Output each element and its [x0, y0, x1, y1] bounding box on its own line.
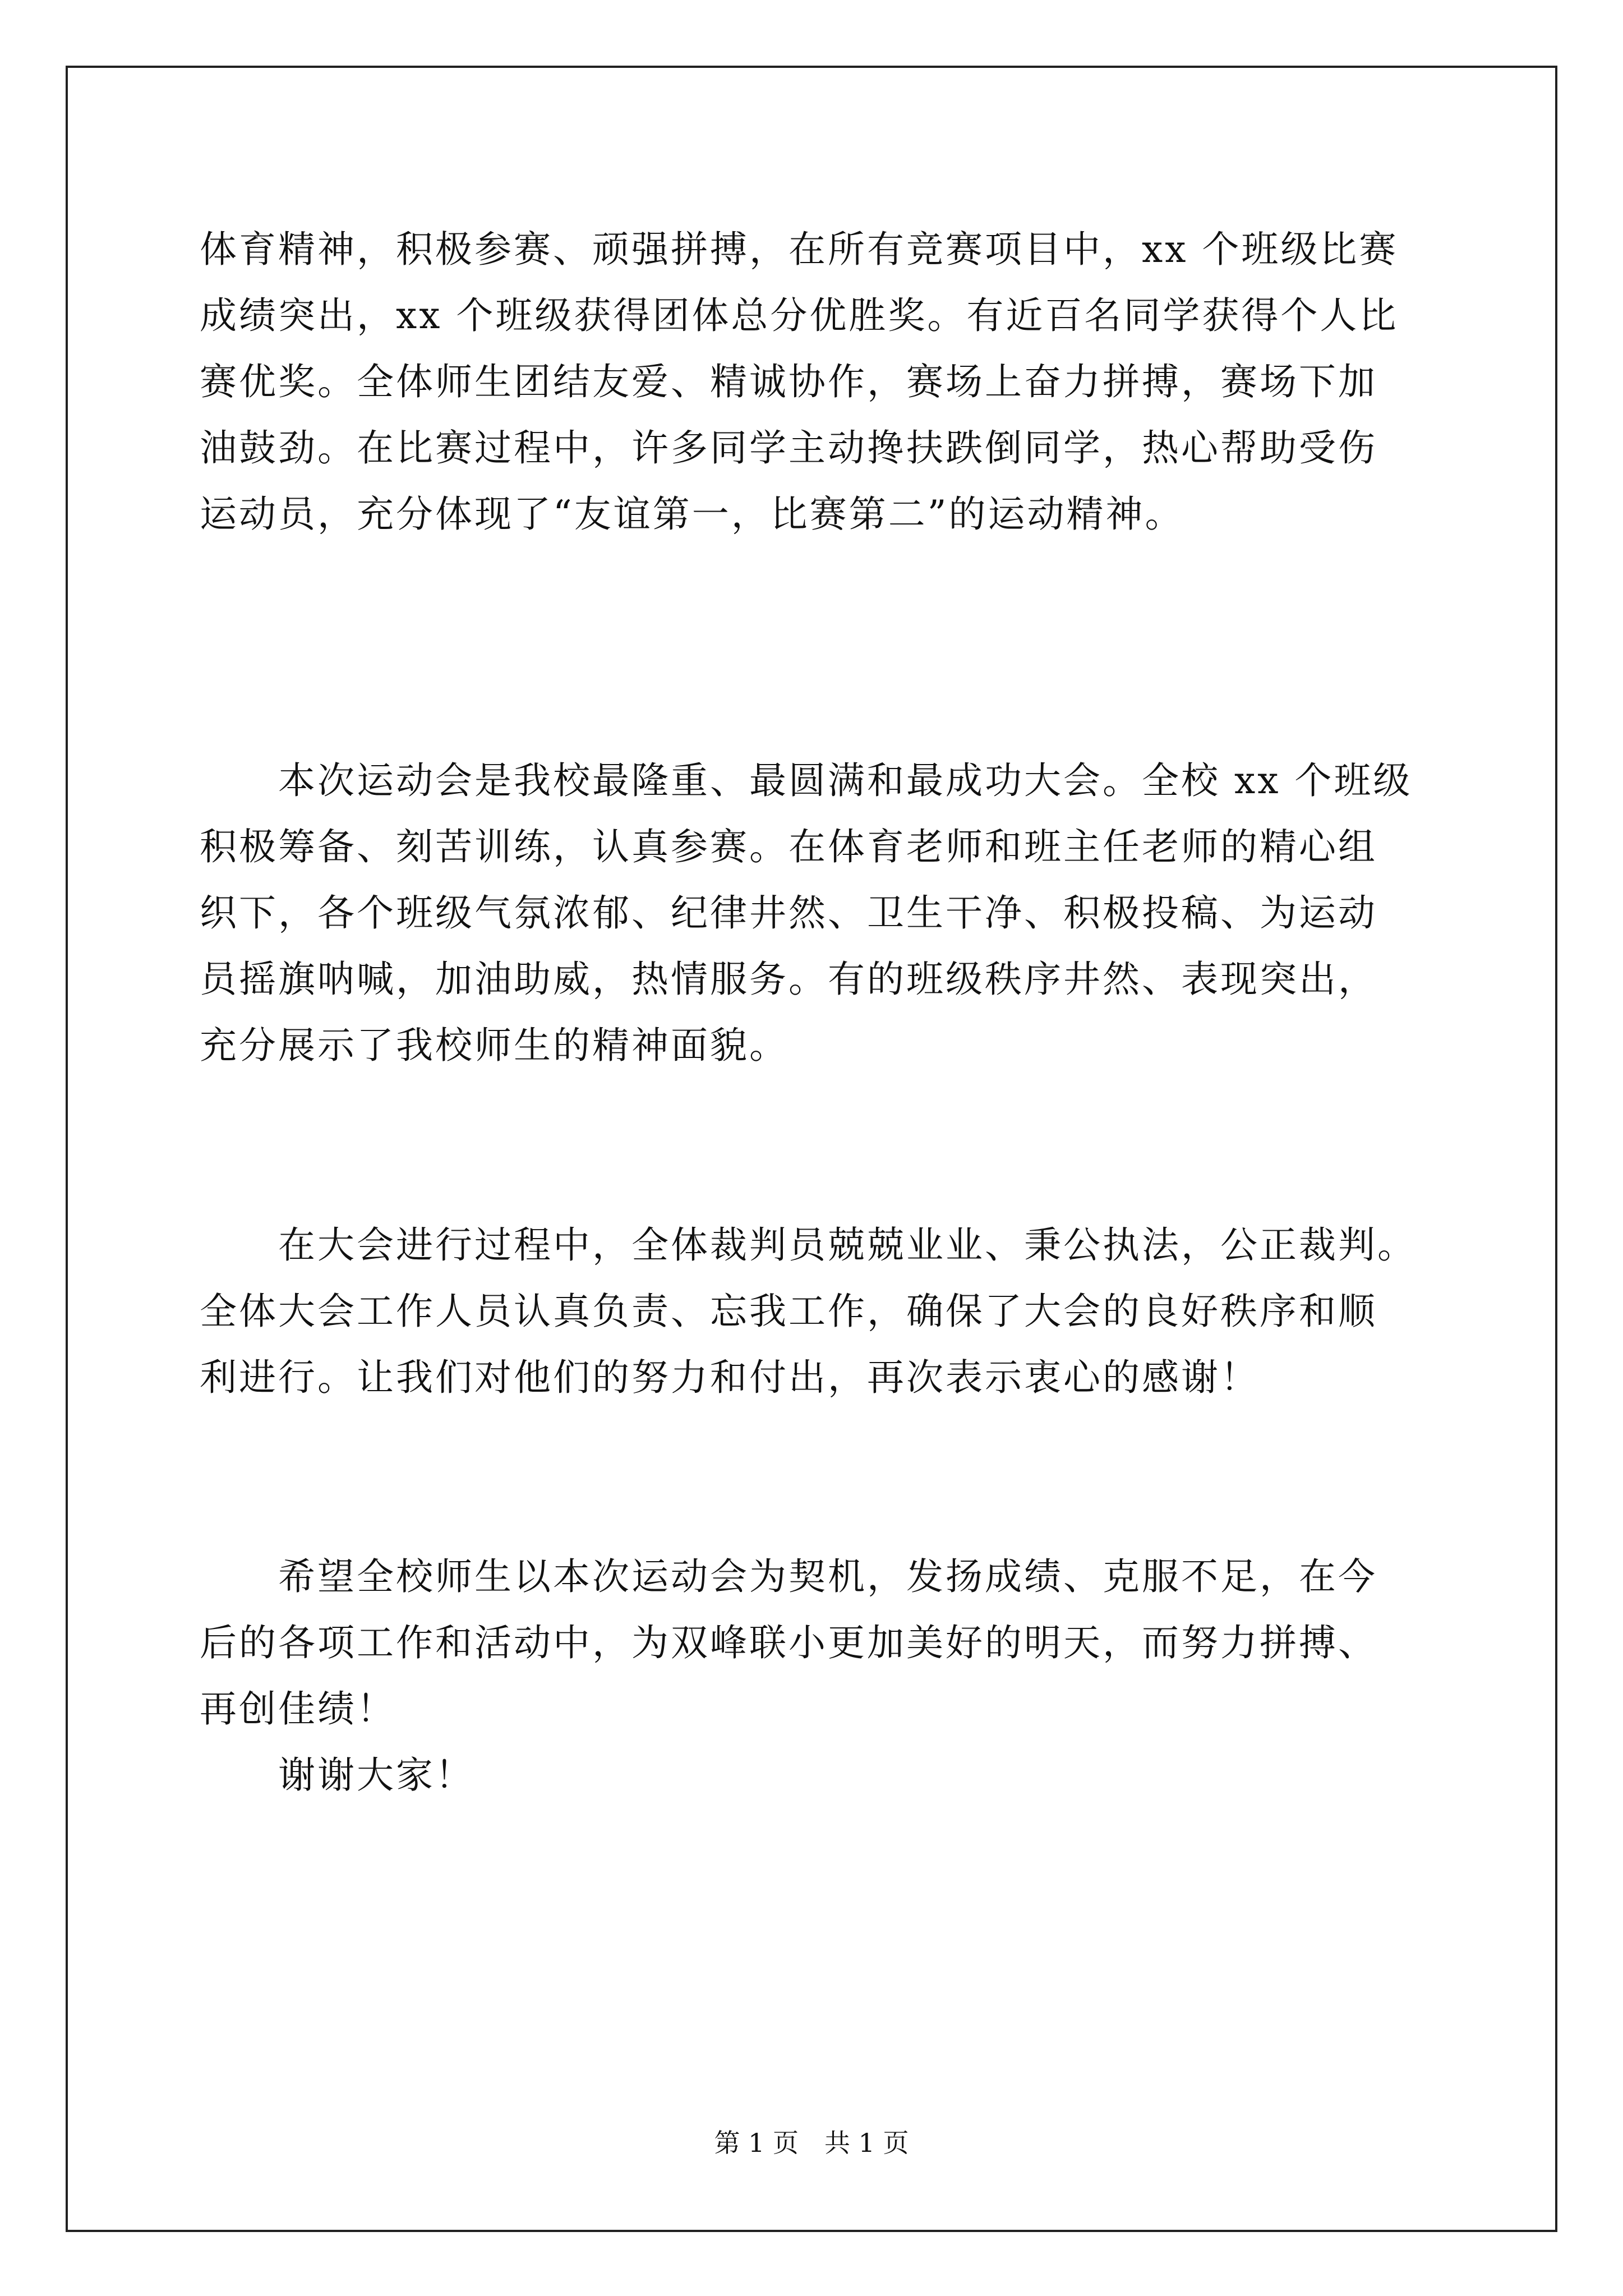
- text-line: 后的各项工作和活动中，为双峰联小更加美好的明天，而努力拼搏、: [200, 1621, 1377, 1664]
- text-line: 员摇旗呐喊，加油助威，热情服务。有的班级秩序井然、表现突出，: [200, 958, 1377, 1001]
- text-line: 油鼓劲。在比赛过程中，许多同学主动搀扶跌倒同学，热心帮助受伤: [200, 426, 1377, 470]
- text-line: 再创佳绩！: [200, 1687, 396, 1731]
- text-line: 利进行。让我们对他们的努力和付出，再次表示衷心的感谢！: [200, 1356, 1260, 1399]
- text-line: 在大会进行过程中，全体裁判员兢兢业业、秉公执法，公正裁判。: [200, 1223, 1417, 1267]
- text-line: 充分展示了我校师生的精神面貌。: [200, 1024, 789, 1067]
- text-line: 赛优奖。全体师生团结友爱、精诚协作，赛场上奋力拼搏，赛场下加: [200, 360, 1377, 403]
- text-line: 织下，各个班级气氛浓郁、纪律井然、卫生干净、积极投稿、为运动: [200, 891, 1377, 935]
- text-line: 全体大会工作人员认真负责、忘我工作，确保了大会的良好秩序和顺: [200, 1290, 1377, 1333]
- text-line: 谢谢大家！: [200, 1754, 474, 1797]
- page-footer: 第 1 页 共 1 页: [714, 2128, 909, 2158]
- text-line: 积极筹备、刻苦训练，认真参赛。在体育老师和班主任老师的精心组: [200, 825, 1377, 868]
- text-line: 体育精神，积极参赛、顽强拼搏，在所有竞赛项目中，xx 个班级比赛: [200, 228, 1399, 271]
- text-line: 成绩突出，xx 个班级获得团体总分优胜奖。有近百名同学获得个人比: [200, 294, 1399, 337]
- text-line: 希望全校师生以本次运动会为契机，发扬成绩、克服不足，在今: [200, 1555, 1377, 1598]
- text-line: 运动员，充分体现了“友谊第一，比赛第二”的运动精神。: [200, 493, 1184, 536]
- text-line: 本次运动会是我校最隆重、最圆满和最成功大会。全校 xx 个班级: [200, 759, 1413, 802]
